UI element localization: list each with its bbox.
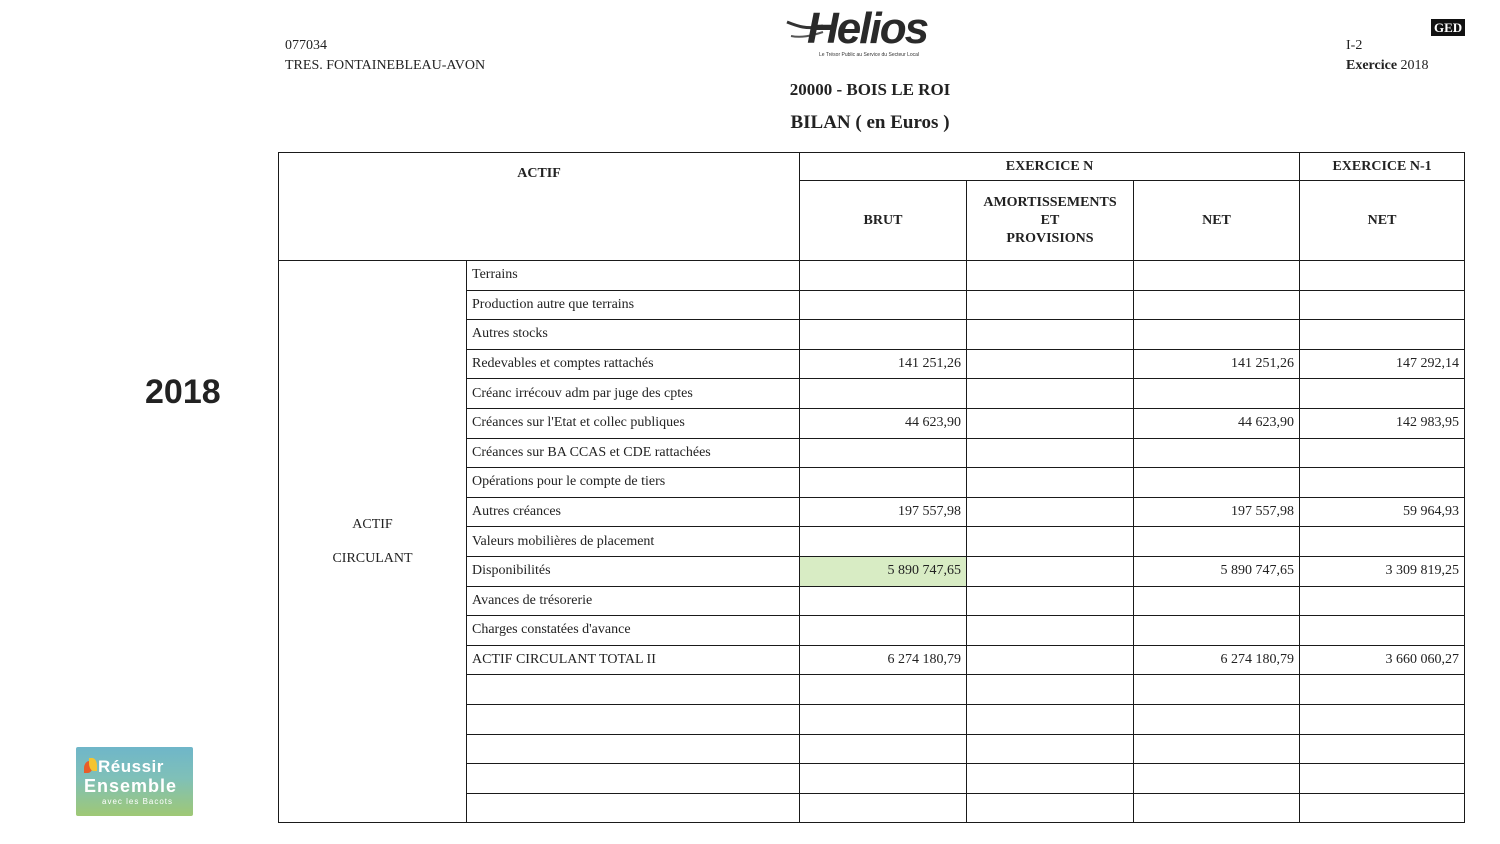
- section-label-line2: CIRCULANT: [332, 550, 413, 566]
- report-title: BILAN ( en Euros ): [790, 112, 950, 133]
- row-label: Redevables et comptes rattachés: [467, 349, 800, 379]
- reussir-ensemble-logo: [76, 747, 193, 816]
- cell-net-prev: [1300, 468, 1465, 498]
- row-label: [467, 675, 800, 705]
- section-label-line1: ACTIF: [352, 516, 393, 532]
- col-amort-header: [967, 181, 1134, 261]
- cell-net: [1134, 468, 1300, 498]
- cell-amort: [967, 349, 1134, 379]
- cell-net: 197 557,98: [1134, 497, 1300, 527]
- actif-header: ACTIF: [279, 153, 800, 261]
- cell-net: [1134, 616, 1300, 646]
- cell-net: [1134, 438, 1300, 468]
- exercice-year: 2018: [1400, 58, 1429, 73]
- cell-net-prev: [1300, 734, 1465, 764]
- row-label: Charges constatées d'avance: [467, 616, 800, 646]
- row-label: Valeurs mobilières de placement: [467, 527, 800, 557]
- cell-brut: 5 890 747,65: [800, 556, 967, 586]
- exercice-n1-header: EXERCICE N-1: [1300, 153, 1465, 181]
- cell-net: 5 890 747,65: [1134, 556, 1300, 586]
- row-label: [467, 734, 800, 764]
- cell-amort: [967, 793, 1134, 823]
- cell-brut: 141 251,26: [800, 349, 967, 379]
- col-net-header: NET: [1134, 181, 1300, 261]
- cell-brut: [800, 616, 967, 646]
- cell-brut: 44 623,90: [800, 408, 967, 438]
- table-header-row-1: [279, 153, 1465, 181]
- cell-net-prev: [1300, 764, 1465, 794]
- badge-line3: avec les Bacots: [102, 797, 174, 806]
- section-actif-circulant: [279, 261, 467, 823]
- cell-amort: [967, 556, 1134, 586]
- row-label: Avances de trésorerie: [467, 586, 800, 616]
- cell-amort: [967, 734, 1134, 764]
- exercice-line: [1346, 56, 1429, 76]
- cell-amort: [967, 704, 1134, 734]
- cell-net-prev: [1300, 379, 1465, 409]
- cell-amort: [967, 261, 1134, 291]
- cell-brut: [800, 793, 967, 823]
- cell-net-prev: [1300, 261, 1465, 291]
- cell-net: [1134, 675, 1300, 705]
- bilan-table: [278, 152, 1465, 823]
- cell-net: [1134, 734, 1300, 764]
- slide-year: 2018: [145, 373, 221, 411]
- cell-net: 44 623,90: [1134, 408, 1300, 438]
- cell-net-prev: [1300, 290, 1465, 320]
- cell-net-prev: 3 309 819,25: [1300, 556, 1465, 586]
- cell-net: [1134, 320, 1300, 350]
- cell-net-prev: [1300, 527, 1465, 557]
- logo-tagline: Le Trésor Public au Service du Secteur Local: [819, 52, 920, 58]
- row-label: [467, 704, 800, 734]
- cell-amort: [967, 290, 1134, 320]
- cell-amort: [967, 379, 1134, 409]
- cell-brut: [800, 290, 967, 320]
- col-net-prev-header: NET: [1300, 181, 1465, 261]
- cell-brut: [800, 734, 967, 764]
- cell-net: [1134, 290, 1300, 320]
- treasury-name: TRES. FONTAINEBLEAU-AVON: [285, 58, 486, 73]
- cell-net: [1134, 379, 1300, 409]
- cell-net-prev: [1300, 616, 1465, 646]
- cell-net: [1134, 793, 1300, 823]
- cell-brut: [800, 675, 967, 705]
- cell-net: 6 274 180,79: [1134, 645, 1300, 675]
- cell-brut: [800, 764, 967, 794]
- cell-brut: [800, 438, 967, 468]
- cell-amort: [967, 497, 1134, 527]
- table-row: [279, 261, 1465, 291]
- cell-net-prev: [1300, 704, 1465, 734]
- cell-amort: [967, 527, 1134, 557]
- exercice-n-header: EXERCICE N: [800, 153, 1300, 181]
- cell-net: [1134, 704, 1300, 734]
- row-label: [467, 793, 800, 823]
- badge-line1: Réussir: [98, 757, 164, 776]
- cell-amort: [967, 586, 1134, 616]
- cell-amort: [967, 675, 1134, 705]
- cell-brut: [800, 704, 967, 734]
- cell-brut: [800, 320, 967, 350]
- cell-amort: [967, 408, 1134, 438]
- cell-amort: [967, 320, 1134, 350]
- col-amort-line1: AMORTISSEMENTS: [983, 194, 1117, 210]
- cell-net-prev: [1300, 793, 1465, 823]
- cell-net-prev: [1300, 586, 1465, 616]
- cell-brut: [800, 586, 967, 616]
- row-label: Opérations pour le compte de tiers: [467, 468, 800, 498]
- row-label: Terrains: [467, 261, 800, 291]
- cell-net-prev: [1300, 675, 1465, 705]
- cell-net-prev: 3 660 060,27: [1300, 645, 1465, 675]
- page-ref: I-2: [1346, 38, 1363, 53]
- cell-amort: [967, 438, 1134, 468]
- cell-brut: [800, 261, 967, 291]
- header-left: [285, 36, 485, 76]
- badge-line2: Ensemble: [84, 776, 178, 796]
- row-label: Autres créances: [467, 497, 800, 527]
- row-label: Production autre que terrains: [467, 290, 800, 320]
- cell-net-prev: [1300, 320, 1465, 350]
- ged-badge: GED: [1431, 19, 1465, 36]
- leaf-icon: [89, 758, 97, 771]
- row-label: Autres stocks: [467, 320, 800, 350]
- row-label: Disponibilités: [467, 556, 800, 586]
- row-label: ACTIF CIRCULANT TOTAL II: [467, 645, 800, 675]
- cell-brut: [800, 379, 967, 409]
- row-label: Créances sur BA CCAS et CDE rattachées: [467, 438, 800, 468]
- cell-net-prev: 142 983,95: [1300, 408, 1465, 438]
- cell-amort: [967, 616, 1134, 646]
- cell-net: [1134, 527, 1300, 557]
- cell-amort: [967, 468, 1134, 498]
- col-amort-line2: ET: [1040, 212, 1060, 228]
- cell-net: [1134, 764, 1300, 794]
- cell-amort: [967, 764, 1134, 794]
- cell-net: [1134, 261, 1300, 291]
- cell-net: 141 251,26: [1134, 349, 1300, 379]
- cell-brut: [800, 527, 967, 557]
- row-label: [467, 764, 800, 794]
- cell-brut: [800, 468, 967, 498]
- exercice-label: Exercice: [1346, 58, 1398, 73]
- col-brut-header: BRUT: [800, 181, 967, 261]
- helios-logo: [785, 4, 930, 60]
- cell-net-prev: 147 292,14: [1300, 349, 1465, 379]
- row-label: Créances sur l'Etat et collec publiques: [467, 408, 800, 438]
- entity-title: 20000 - BOIS LE ROI: [789, 80, 951, 99]
- cell-brut: 197 557,98: [800, 497, 967, 527]
- header-right: [1346, 36, 1429, 76]
- col-amort-line3: PROVISIONS: [1006, 230, 1094, 246]
- cell-net-prev: [1300, 438, 1465, 468]
- row-label: Créanc irrécouv adm par juge des cptes: [467, 379, 800, 409]
- cell-brut: 6 274 180,79: [800, 645, 967, 675]
- collectivity-code: 077034: [285, 38, 327, 53]
- logo-brand: Helios: [807, 4, 928, 53]
- cell-amort: [967, 645, 1134, 675]
- table-body: [279, 261, 1465, 823]
- cell-net: [1134, 586, 1300, 616]
- cell-net-prev: 59 964,93: [1300, 497, 1465, 527]
